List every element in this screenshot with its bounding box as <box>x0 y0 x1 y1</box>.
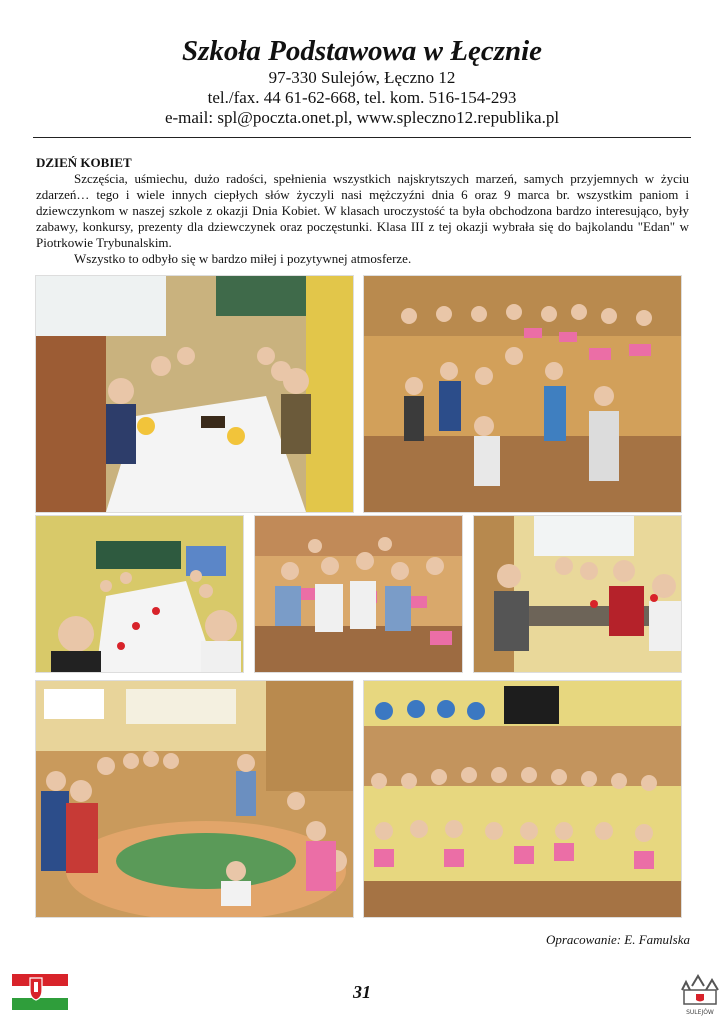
photo-pupils-at-desks <box>473 515 682 673</box>
article-heading: DZIEŃ KOBIET <box>36 155 132 170</box>
page-number: 31 <box>353 982 371 1002</box>
school-address: 97-330 Sulejów, Łęczno 12 <box>268 68 456 87</box>
photo-children-in-circle <box>35 680 354 918</box>
article-paragraph-2: Wszystko to odbyło się w bardzo miłej i pozytywnej atmosferze. <box>74 251 412 266</box>
photo-long-table-celebration <box>35 515 244 673</box>
crest-caption: SULEJÓW <box>686 1009 714 1016</box>
photo-girls-with-pink-gifts <box>254 515 463 673</box>
article-paragraph-1: Szczęścia, uśmiechu, dużo radości, spełnienia wszystkich najskrytszych marzeń, samych przyjemnych w życiu zdarzeń… tego i wiele innych ciepłych słów życzyli nasi mężczyźni dnia 6 oraz 9 marca br. wszystkim paniom i dziewczynkom w naszej szkole z okazji Dnia Kobiet. W klasach uroczystość ta była obchodzona bardzo interesująco, były zabawy, konkursy, prezenty dla dziewczynek oraz poczęstunki. Klasa III z tej okazji wybrała się do bajkolandu "Edan" w Piotrkowie Trybunalskim. <box>36 171 689 250</box>
photo-classroom-table-party <box>35 275 354 513</box>
photo-class-group-with-gifts <box>363 275 682 513</box>
letterhead <box>0 34 724 128</box>
school-name: Szkoła Podstawowa w Łęcznie <box>181 35 543 67</box>
header-divider <box>33 137 691 138</box>
town-crest-icon <box>678 972 722 1018</box>
photo-class-photo-with-cards <box>363 680 682 918</box>
school-phones: tel./fax. 44 61-62-668, tel. kom. 516-154-293 <box>207 88 517 107</box>
article <box>36 155 689 267</box>
school-contact: e-mail: spl@poczta.onet.pl, www.spleczno12.republika.pl <box>164 108 560 127</box>
article-credit: Opracowanie: E. Famulska <box>545 932 690 947</box>
